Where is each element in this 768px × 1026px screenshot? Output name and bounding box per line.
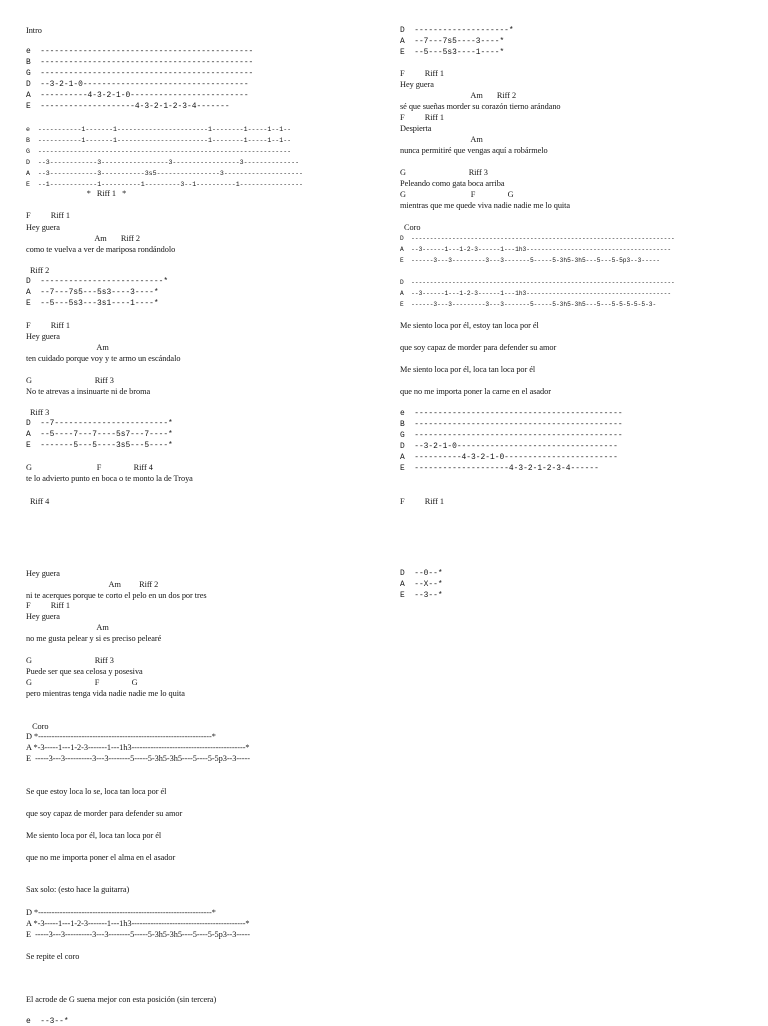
tab-line: D --3-2-1-0----------------------------------- (26, 80, 249, 89)
lyric-line: F Riff 1 (400, 113, 444, 122)
lyric-line: Coro (400, 223, 421, 232)
tab-line: e --------------------------------------------- (26, 47, 254, 56)
tab-line: B -------------------------------------------- (400, 420, 623, 429)
lyric-line: que soy capaz de morder para defender su amor (400, 343, 557, 352)
lyric-line: ni te acerques porque te corto el pelo en un dos por tres (26, 591, 207, 600)
tab-line: D --------------------------* (26, 277, 169, 286)
tab-line: D --3-2-1-0---------------------------------- (400, 442, 618, 451)
lyric-line: Am (400, 135, 483, 144)
tab-line: E --5---5s3---3s1----1----* (26, 299, 159, 308)
lyric-line: A *-3-----1---1-2-3-------1---1h3------------------------------------------* (26, 743, 250, 752)
lyric-line: El acrode de G suena mejor con esta posición (sin tercera) (26, 995, 217, 1004)
lyric-line: mientras que me quede viva nadie nadie me lo quita (400, 201, 571, 210)
lyric-line: Am (26, 623, 109, 632)
tab-line: B --------------------------------------------- (26, 58, 254, 67)
lyric-line: G Riff 3 (400, 168, 488, 177)
lyric-line: Coro (26, 722, 49, 731)
lyric-line: que no me importa poner la carne en el asador (400, 387, 551, 396)
tab-line: E -------5---5----3s5---5----* (26, 441, 173, 450)
lyric-line: como te vuelva a ver de mariposa rondándolo (26, 245, 176, 254)
tab-line: e -----------1-------1-----------------------1--------1-----1--1-- (26, 126, 292, 133)
tab-line: A --3------1---1-2-3------1---1h3--------------------------------------- (400, 290, 672, 297)
lyric-line: Riff 3 (26, 408, 50, 417)
tab-line: B -----------1-------1-----------------------1--------1-----1--1-- (26, 137, 292, 144)
lyric-line: Am Riff 2 (400, 91, 517, 100)
lyric-line: G F Riff 4 (26, 463, 153, 472)
tab-line: A --7---7s5----3----* (400, 37, 505, 46)
tab-line: e -------------------------------------------- (400, 409, 623, 418)
tab-line: D ----------------------------------------------------------------------- (400, 235, 675, 242)
tab-line: E ------3---3---------3---3-------5-----5-3h5-3h5---5---5-5-5-5-5-3- (400, 301, 657, 308)
lyric-line: A *-3-----1---1-2-3-------1---1h3------------------------------------------* (26, 919, 250, 928)
lyric-line: Puede ser que sea celosa y posesiva (26, 667, 143, 676)
tab-line: e --3--* (26, 1017, 69, 1026)
lyric-line: E -----3---3----------3---3--------5-----5-3h5-3h5----5----5-5p3--3----- (26, 754, 250, 763)
lyric-line: F Riff 1 (26, 211, 70, 220)
lyric-line: nunca permitiré que vengas aquí a robármelo (400, 146, 548, 155)
lyric-line: ten cuidado porque voy y te armo un escándalo (26, 354, 181, 363)
tab-line: A ----------4-3-2-1-0------------------------ (400, 453, 618, 462)
lyric-line: Hey guera (26, 223, 60, 232)
lyric-line: Me siento loca por él, loca tan loca por él (400, 365, 536, 374)
lyric-line: Am Riff 2 (26, 234, 141, 243)
lyric-line: Hey guera (26, 612, 60, 621)
tab-line: D --3------------3-----------------3-----------------3-------------- (26, 159, 300, 166)
lyric-line: D *----------------------------------------------------------------* (26, 908, 216, 917)
tab-line: A --5----7---7----5s7---7----* (26, 430, 173, 439)
lyric-line: Hey guera (26, 332, 60, 341)
lyric-line: Riff 2 (26, 266, 50, 275)
lyric-line: D *----------------------------------------------------------------* (26, 732, 216, 741)
lyric-line: Riff 4 (26, 497, 50, 506)
tab-line: A --7---7s5---5s3----3----* (26, 288, 159, 297)
lyric-line: Se repite el coro (26, 952, 80, 961)
lyric-line: Hey guera (26, 569, 60, 578)
lyric-line: F Riff 1 (400, 69, 444, 78)
lyric-line: te lo advierto punto en boca o te monto la de Troya (26, 474, 193, 483)
lyric-line: No te atrevas a insinuarte ni de broma (26, 387, 151, 396)
tab-line: E ------3---3---------3---3-------5-----5-3h5-3h5---5---5-5p3--3----- (400, 257, 660, 264)
lyric-line: que soy capaz de morder para defender su amor (26, 809, 183, 818)
tab-line: A --X--* (400, 580, 443, 589)
lyric-line: E -----3---3----------3---3--------5-----5-3h5-3h5----5----5-5p3--3----- (26, 930, 250, 939)
lyric-line: G Riff 3 (26, 376, 114, 385)
lyric-line: F Riff 1 (26, 601, 70, 610)
lyric-line: sé que sueñas morder su corazón tierno arándano (400, 102, 561, 111)
tab-line: D ----------------------------------------------------------------------- (400, 279, 675, 286)
lyric-line: G F G (400, 190, 514, 199)
lyric-line: Me siento loca por él, loca tan loca por él (26, 831, 162, 840)
lyric-line: pero mientras tenga vida nadie nadie me lo quita (26, 689, 185, 698)
lyric-line: que no me importa poner el alma en el asador (26, 853, 176, 862)
tab-line: G ---------------------------------------------------------------- (26, 148, 292, 155)
tab-line: D --0--* (400, 569, 443, 578)
tab-line: E --------------------4-3-2-1-2-3-4------ (400, 464, 599, 473)
tab-line: D --------------------* (400, 26, 514, 35)
lyric-line: Hey guera (400, 80, 434, 89)
lyric-line: * Riff 1 * (26, 189, 127, 198)
tab-line: E --1------------1----------1---------3--1----------1---------------- (26, 181, 303, 188)
lyric-line: Am (26, 343, 109, 352)
lyric-line: Sax solo: (esto hace la guitarra) (26, 885, 130, 894)
tab-line: D --7------------------------* (26, 419, 173, 428)
lyric-line: G Riff 3 (26, 656, 114, 665)
lyric-line: Me siento loca por él, estoy tan loca por él (400, 321, 539, 330)
lyric-line: Am Riff 2 (26, 580, 159, 589)
tab-line: E --3--* (400, 591, 443, 600)
tab-line: E --------------------4-3-2-1-2-3-4------- (26, 102, 230, 111)
lyric-line: F Riff 1 (400, 497, 444, 506)
tab-line: A --3------1---1-2-3------1---1h3--------------------------------------- (400, 246, 672, 253)
lyric-line: no me gusta pelear y si es preciso pelearé (26, 634, 162, 643)
lyric-line: Peleando como gata boca arriba (400, 179, 505, 188)
lyric-line: Intro (26, 26, 42, 35)
tab-line: A ----------4-3-2-1-0------------------------- (26, 91, 249, 100)
lyric-line: Se que estoy loca lo se, loca tan loca por él (26, 787, 167, 796)
tab-line: G -------------------------------------------- (400, 431, 623, 440)
lyric-line: Despierta (400, 124, 432, 133)
tab-line: E --5---5s3----1----* (400, 48, 505, 57)
tab-line: G --------------------------------------------- (26, 69, 254, 78)
tab-line: A --3------------3-----------3s5----------------3-------------------- (26, 170, 303, 177)
lyric-line: F Riff 1 (26, 321, 70, 330)
lyric-line: G F G (26, 678, 138, 687)
